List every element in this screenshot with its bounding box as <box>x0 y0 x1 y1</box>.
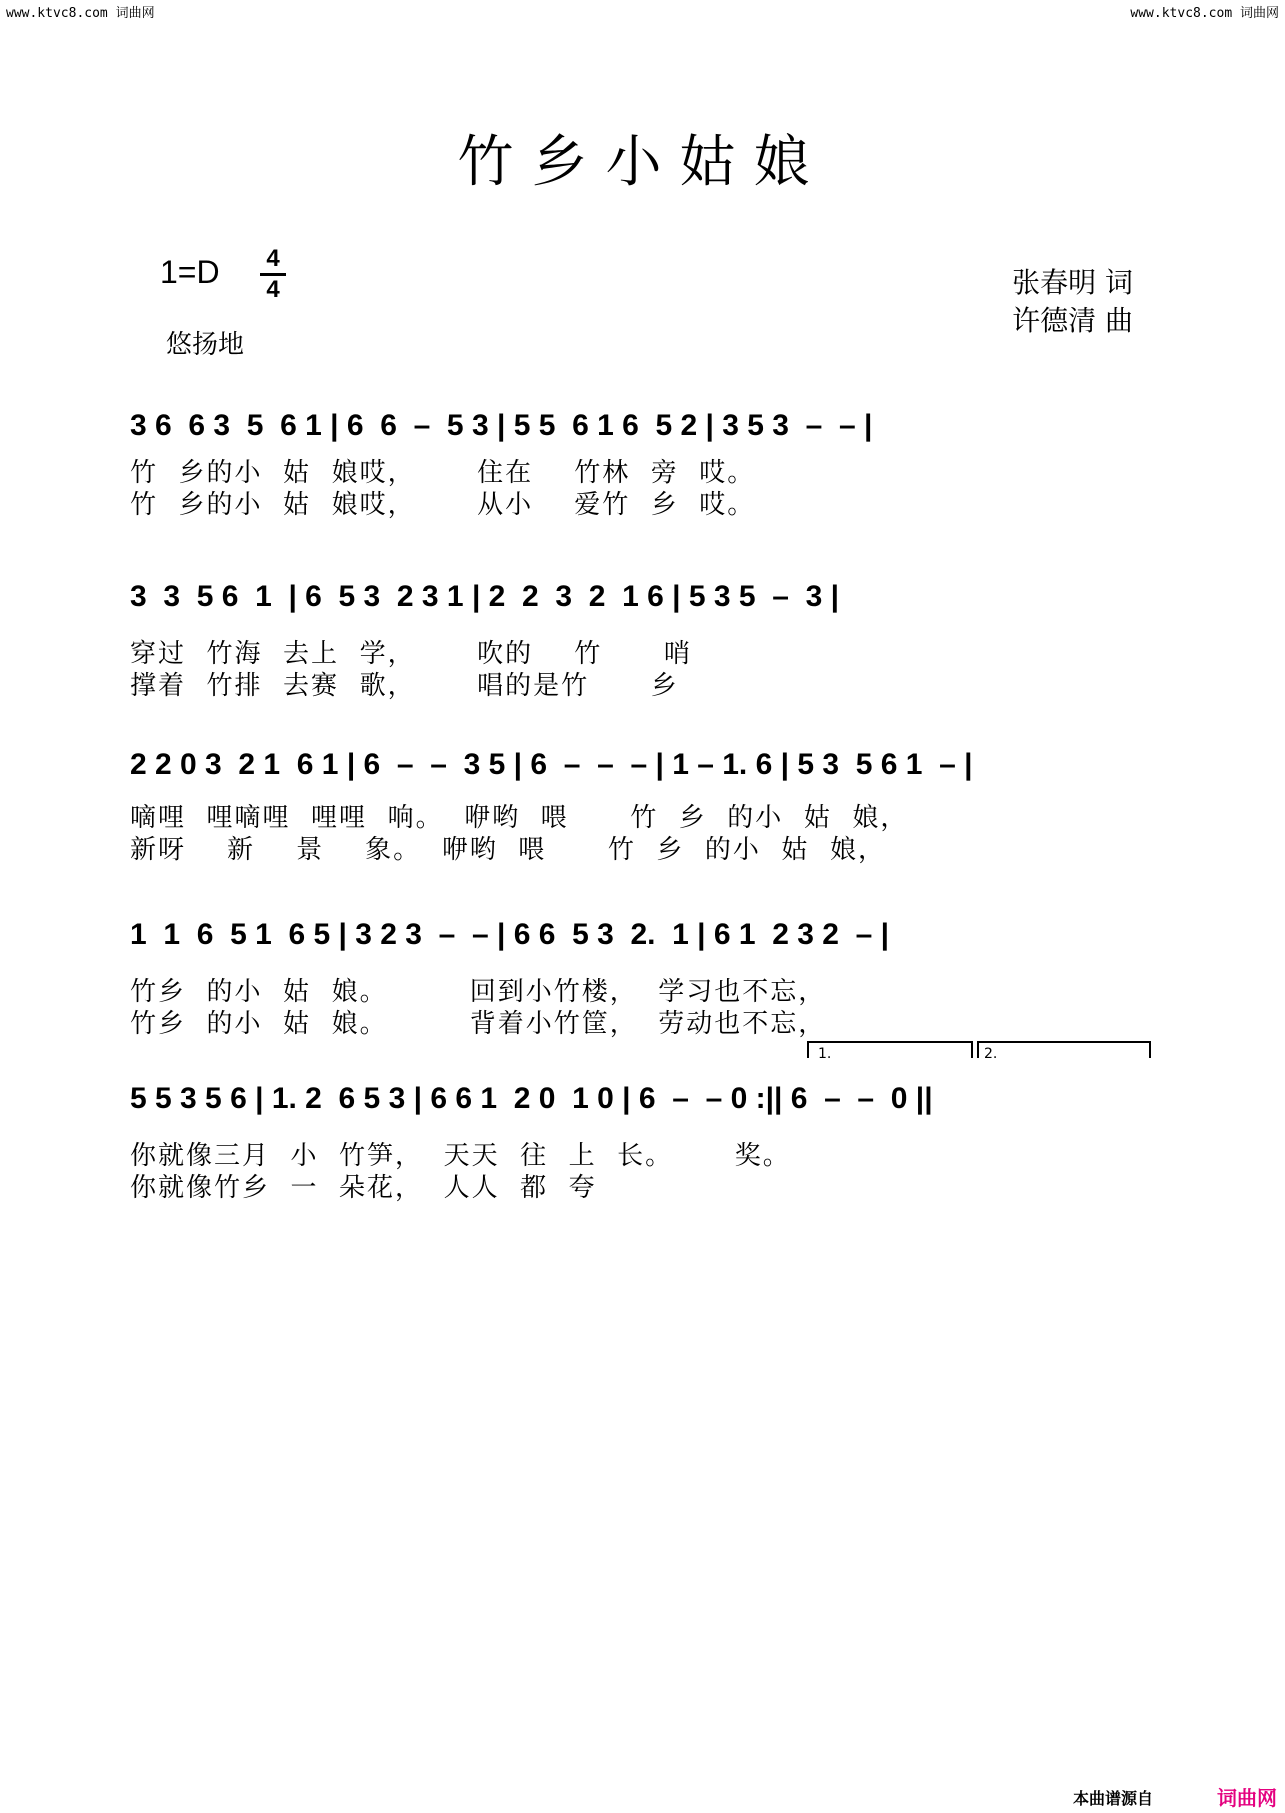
lyric-verse-2: 竹 乡的小 姑 娘哎， 从小 爱竹 乡 哎。 <box>130 490 756 520</box>
time-signature-top: 4 <box>266 245 280 272</box>
key-signature: 1=D <box>160 254 220 290</box>
footer-brand: 词曲网 <box>1217 1786 1277 1810</box>
watermark-url: www.ktvc8.com <box>1130 6 1233 21</box>
lyric-verse-1: 穿过 竹海 去上 学， 吹的 竹 哨 <box>130 639 692 669</box>
lyric-verse-2: 撑着 竹排 去赛 歌， 唱的是竹 乡 <box>130 671 679 701</box>
watermark-site: 词曲网 <box>1239 6 1279 21</box>
notation-row: 2 2 0 3 2 1 6 1 | 6 – – 3 5 | 6 – – – | 1 – 1. 6 | 5 3 5 6 1 – | <box>130 748 973 781</box>
watermark-right <box>1130 2 1279 21</box>
score-line-5 <box>130 1076 1155 1204</box>
time-signature <box>260 246 286 303</box>
lyric-verse-1: 嘀哩 哩嘀哩 哩哩 响。 咿哟 喂 竹 乡 的小 姑 娘， <box>130 803 909 833</box>
score-line-3 <box>130 742 1155 866</box>
footer-source: 本曲谱源自 <box>1072 1789 1153 1808</box>
time-signature-bottom: 4 <box>266 276 280 303</box>
lyric-verse-1: 竹 乡的小 姑 娘哎， 住在 竹林 旁 哎。 <box>130 458 756 488</box>
lyric-verse-1: 你就像三月 小 竹笋， 天天 往 上 长。 奖。 <box>130 1141 791 1171</box>
notation-row: 5 5 3 5 6 | 1. 2 6 5 3 | 6 6 1 2 0 1 0 | 6 – – 0 :|| 6 – – 0 || <box>130 1082 933 1115</box>
lyric-verse-2: 竹乡 的小 姑 娘。 背着小竹筐， 劳动也不忘， <box>130 1009 827 1039</box>
watermark-left <box>6 2 155 21</box>
notation-row: 1 1 6 5 1 6 5 | 3 2 3 – – | 6 6 5 3 2. 1 | 6 1 2 3 2 – | <box>130 918 890 951</box>
notation-row: 3 6 6 3 5 6 1 | 6 6 – 5 3 | 5 5 6 1 6 5 2 | 3 5 3 – – | <box>130 409 873 442</box>
lyric-verse-1: 竹乡 的小 姑 娘。 回到小竹楼， 学习也不忘， <box>130 977 827 1007</box>
lyricist: 张春明 词 <box>1012 266 1133 299</box>
tempo-marking: 悠扬地 <box>166 330 245 360</box>
lyric-verse-2: 你就像竹乡 一 朵花， 人人 都 夸 <box>130 1173 597 1203</box>
credits <box>1012 264 1133 340</box>
watermark-site: 词曲网 <box>115 6 155 21</box>
watermark-url: www.ktvc8.com <box>6 6 108 21</box>
ending-2-label: 2. <box>984 1046 998 1062</box>
composer: 许德清 曲 <box>1012 304 1133 337</box>
score-line-2 <box>130 574 1155 702</box>
ending-1-label: 1. <box>818 1046 832 1062</box>
notation-row: 3 3 5 6 1 | 6 5 3 2 3 1 | 2 2 3 2 1 6 | 5 3 5 – 3 | <box>130 580 840 613</box>
lyric-verse-2: 新呀 新 景 象。 咿哟 喂 竹 乡 的小 姑 娘， <box>130 835 886 865</box>
song-title: 竹乡小姑娘 <box>457 130 828 195</box>
score-line-4 <box>130 912 1155 1040</box>
score-line-1 <box>130 403 1155 521</box>
